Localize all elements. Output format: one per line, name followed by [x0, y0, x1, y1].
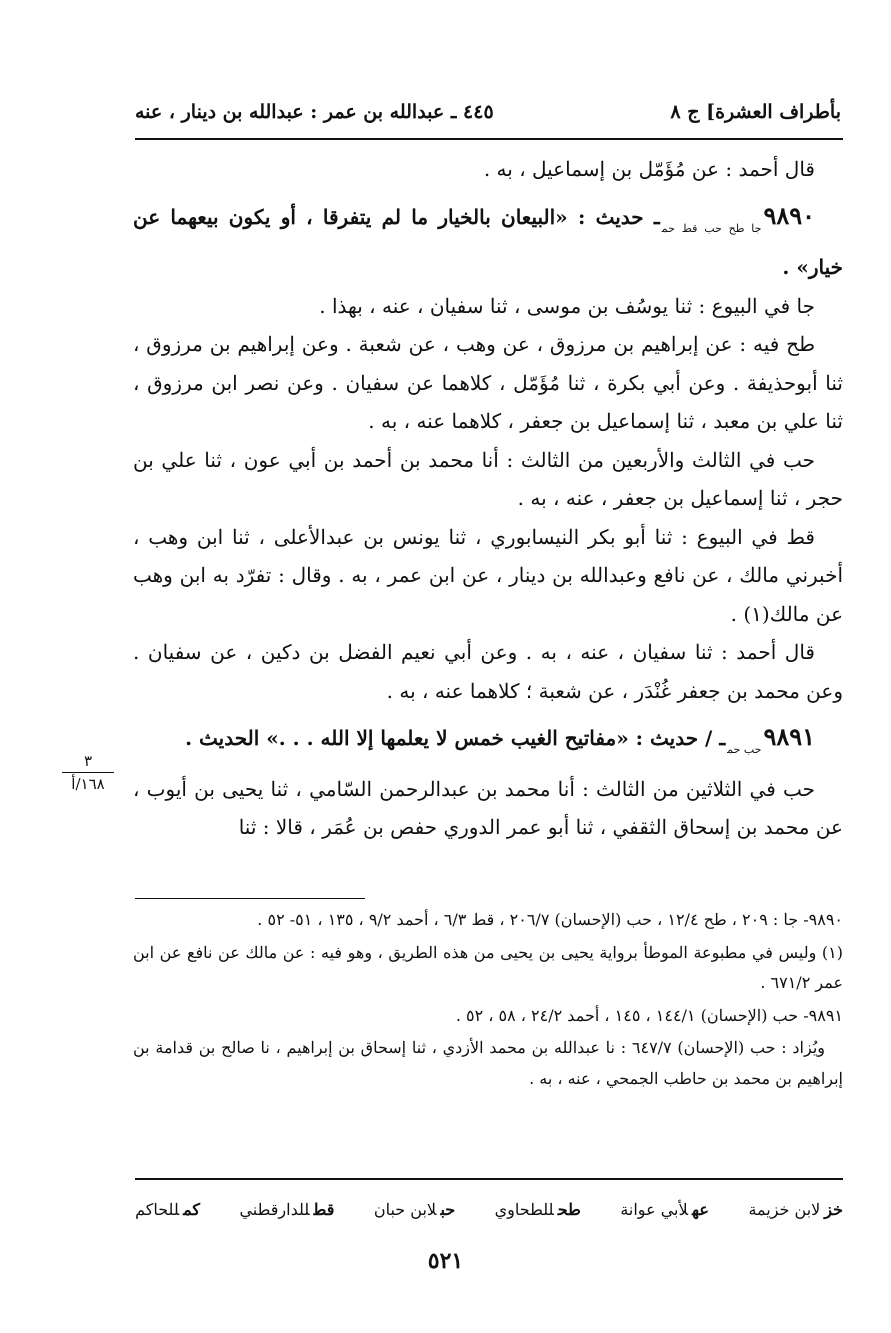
folio-divider: [62, 772, 114, 773]
sigla-item: كمللحاكم: [135, 1199, 200, 1219]
paragraph-ja: جا في البيوع : ثنا يوسُف بن موسى ، ثنا سفيان ، عنه ، بهذا .: [319, 293, 815, 318]
paragraph-hb: حب في الثالث والأربعين من الثالث : أنا محمد بن أحمد بن أبي عون ، ثنا علي بن حجر ، ثنا إسماعيل بن جعفر ، عنه ، به .: [133, 447, 843, 510]
footnote-1: (١) وليس في مطبوعة الموطأ برواية يحيى بن يحيى من هذه الطريق ، وهو فيه : عن مالك عن نافع عن ابن عمر ٦٧١/٢ .: [133, 942, 844, 992]
hadith-sources: جا طح حب قط حم: [661, 221, 762, 235]
hadith-text: ـ حديث : «البيعان بالخيار ما لم يتفرقا ، أو يكون بيعهما عن خيار» .: [133, 204, 843, 279]
paragraph-hb-2: حب في الثلاثين من الثالث : أنا محمد بن عبدالرحمن السّامي ، ثنا يحيى بن أيوب ، عن محمد بن إسحاق الثقفي ، ثنا أبو عمر الدوري حفص بن عُمَر ، قالا : ثنا: [133, 776, 843, 839]
paragraph-ahmad-1: قال أحمد : عن مُؤَمّل بن إسماعيل ، به .: [483, 157, 815, 181]
header-rule: [135, 138, 843, 140]
footnote-9891: ٩٨٩١- حب (الإحسان) ١٤٤/١ ، ١٤٥ ، أحمد ٢٤/٢ ، ٥٨ ، ٥٢ .: [455, 1005, 843, 1025]
running-header: [135, 92, 841, 132]
sigla-legend: [135, 1192, 843, 1226]
hadith-number: ٩٨٩١: [763, 722, 815, 751]
sigla-item: حبلابن حبان: [373, 1199, 456, 1219]
footnote-rule: [135, 898, 365, 899]
sigla-item: قطللدارقطني: [239, 1199, 335, 1219]
folio-top: ٣: [83, 752, 93, 770]
folio-bottom: ١٦٨/أ: [71, 775, 105, 793]
hadith-number: ٩٨٩٠: [763, 200, 815, 230]
footnote-addition: ويُزاد : حب (الإحسان) ٦٤٧/٧ : نا عبدالله بن محمد الأزدي ، ثنا إسحاق بن إبراهيم ، نا صالح بن قدامة بن إبراهيم بن محمد بن حاطب الجمحي ، عنه ، به .: [133, 1038, 843, 1088]
paragraph-tah: طح فيه : عن إبراهيم بن مرزوق ، عن وهب ، عن شعبة . وعن إبراهيم بن مرزوق ، ثنا أبوحذيفة . وعن أبي بكرة ، ثنا مُؤَمّل ، كلاهما عن سفيان . وعن نصر ابن مرزوق ، ثنا علي بن معبد ، ثنا إسماعيل بن جعفر ، كلاهما عنه ، به .: [133, 332, 843, 433]
paragraph-qt: قط في البيوع : ثنا أبو بكر النيسابوري ، ثنا يونس بن عبدالأعلى ، ثنا ابن وهب ، أخبرني مالك ، عن نافع وعبدالله بن دينار ، عن ابن عمر ، به . وقال : تفرّد به ابن وهب عن مالك(١) .: [133, 524, 843, 626]
hadith-sources: حب حم: [727, 743, 762, 756]
sigla-item: خزلابن خزيمة: [748, 1199, 843, 1219]
hadith-text: ـ / حديث : «مفاتيح الغيب خمس لا يعلمها إلا الله . . .» الحديث .: [185, 726, 726, 750]
paragraph-ahmad-2: قال أحمد : ثنا سفيان ، عنه ، به . وعن أبي نعيم الفضل بن دكين ، عن سفيان . وعن محمد بن جعفر غُنْدَر ، عن شعبة ؛ كلاهما عنه ، به .: [133, 640, 843, 703]
sigla-item: عهلأبي عوانة: [620, 1199, 709, 1219]
sigla-item: طحللطحاوي: [494, 1199, 581, 1219]
sigla-rule: [135, 1178, 843, 1180]
footnote-9890: ٩٨٩٠- جا : ٢٠٩ ، طح ١٢/٤ ، حب (الإحسان) ٢٠٦/٧ ، قط ٦/٣ ، أحمد ٩/٢ ، ١٣٥ ، ٥١- ٥٢ .: [257, 910, 843, 929]
header-section-title: ٤٤٥ ـ عبدالله بن عمر : عبدالله بن دينار ، عنه: [135, 101, 494, 123]
footnotes: [133, 905, 843, 1096]
page-number: ٥٢١: [427, 1248, 464, 1274]
header-book-title: بأطراف العشرة] ج ٨: [670, 101, 841, 123]
manuscript-folio-note: [58, 752, 118, 793]
hadith-9890-heading: [133, 197, 843, 287]
main-text: [133, 150, 843, 847]
hadith-9891-heading: [133, 718, 843, 770]
